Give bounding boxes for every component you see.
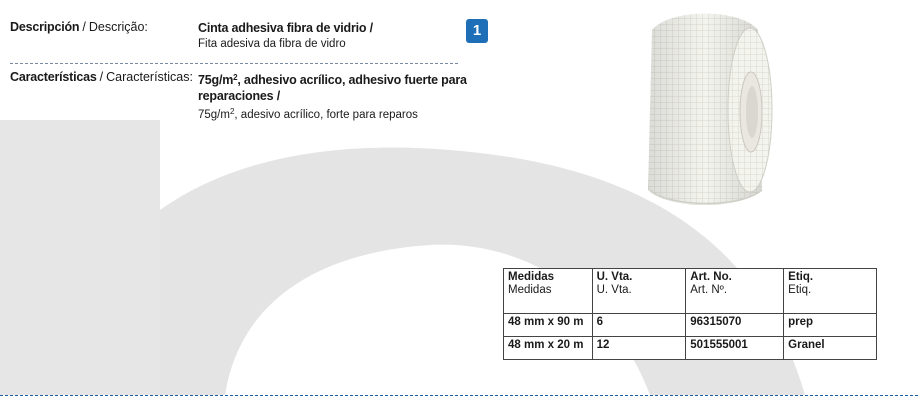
table-cell-size: 48 mm x 90 m [504, 314, 593, 337]
description-label-es: Descripción [10, 20, 80, 34]
description-value-pt: Fita adesiva da fibra de vidro [198, 38, 346, 50]
table-cell-label: Granel [784, 337, 877, 360]
item-number-badge: 1 [466, 19, 488, 43]
description-label-separator: / [82, 20, 86, 34]
description-value-es: Cinta adhesiva fibra de vidrio / [198, 21, 373, 35]
header-cell [686, 269, 784, 314]
table-row [504, 337, 877, 360]
header-pt: Etiq. [788, 284, 812, 296]
table-cell-label: prep [784, 314, 877, 337]
characteristics-pt-rest: , adesivo acrílico, forte para reparos [234, 109, 418, 121]
header-cell [592, 269, 686, 314]
table-cell-article: 501555001 [686, 337, 784, 360]
header-cell [784, 269, 877, 314]
header-pt: U. Vta. [596, 284, 632, 296]
description-label-pt: Descrição: [88, 20, 148, 34]
header-cell [504, 269, 593, 314]
table-cell-size: 48 mm x 20 m [504, 337, 593, 360]
table-cell-unit: 6 [592, 314, 686, 337]
characteristics-value-pt [198, 104, 468, 123]
header-es: Etiq. [788, 271, 814, 283]
characteristics-es-sup: 2 [233, 73, 238, 82]
characteristics-label-separator: / [99, 70, 104, 84]
fiberglass-tape-roll-image [630, 0, 775, 215]
characteristics-value [198, 70, 468, 123]
specs-table [503, 268, 877, 360]
description-value [198, 20, 468, 52]
header-pt: Medidas [508, 284, 552, 296]
characteristics-value-es [198, 70, 468, 104]
characteristics-label-pt: Características: [106, 70, 193, 84]
table-cell-unit: 12 [592, 337, 686, 360]
description-divider [10, 63, 458, 64]
characteristics-es-part: 75g/m [198, 73, 234, 87]
header-es: Art. No. [690, 271, 732, 283]
bottom-divider [0, 395, 918, 396]
description-label [10, 20, 148, 34]
header-pt: Art. Nº. [690, 284, 728, 296]
characteristics-pt-part: 75g/m [198, 109, 230, 121]
header-es: U. Vta. [596, 271, 633, 283]
characteristics-label [10, 70, 193, 84]
table-cell-article: 96315070 [686, 314, 784, 337]
header-es: Medidas [508, 271, 555, 283]
characteristics-label-es: Características [10, 70, 97, 84]
characteristics-pt-sup: 2 [229, 107, 235, 116]
characteristics-es-rest: , adhesivo acrílico, adhesivo fuerte para reparaciones / [198, 73, 467, 103]
table-row [504, 314, 877, 337]
table-header-row [504, 269, 877, 314]
